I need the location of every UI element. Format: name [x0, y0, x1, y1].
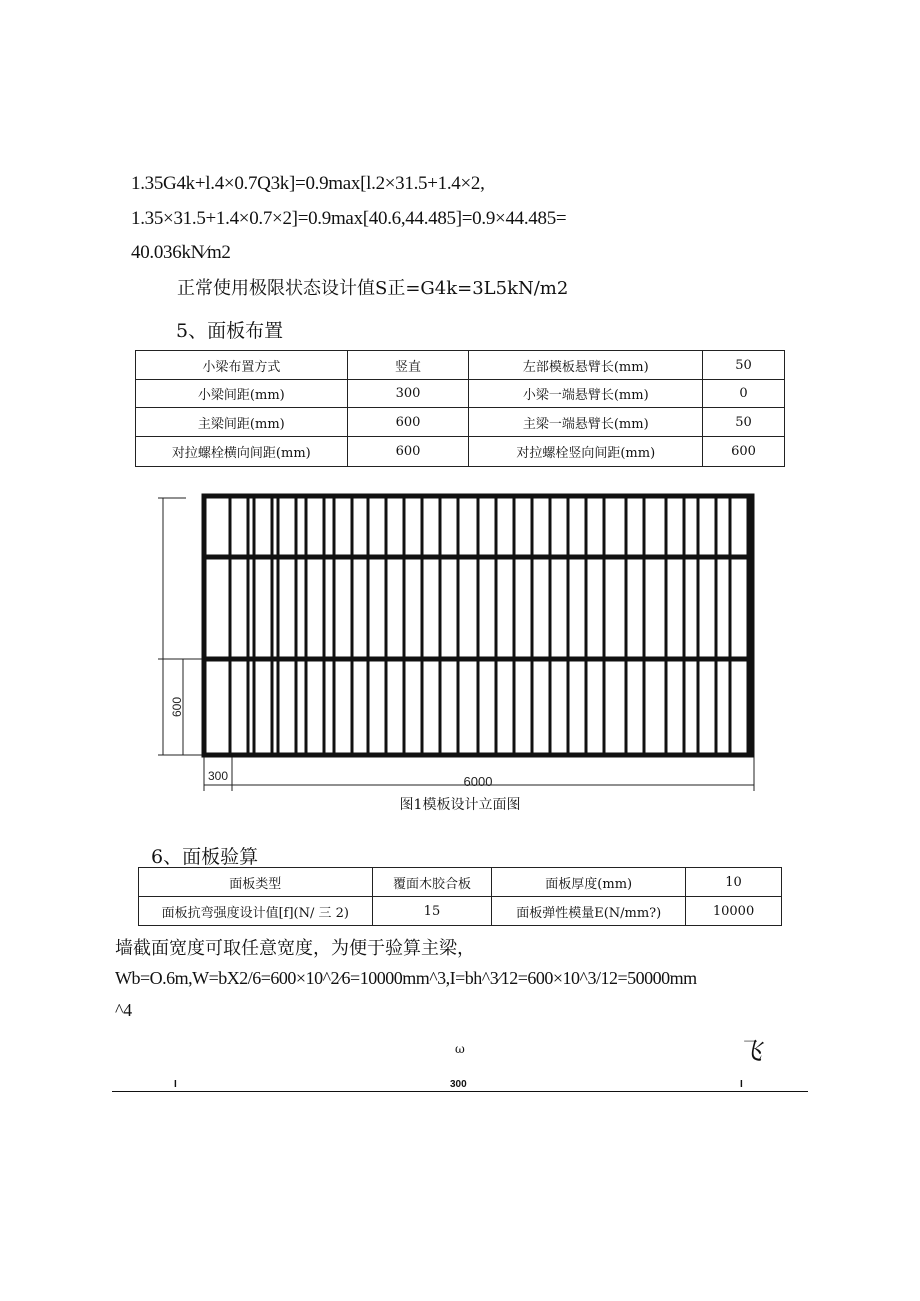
table-cell: 小梁一端悬臂长(mm) [469, 380, 703, 408]
baseline-rule [112, 1091, 808, 1092]
table-cell: 50 [703, 351, 785, 380]
table-cell: 主梁一端悬臂长(mm) [469, 408, 703, 437]
wb-formula-line-2: ^4 [115, 1000, 132, 1020]
table-cell: 覆面木胶合板 [372, 868, 492, 897]
table-cell: 对拉螺栓横向间距(mm) [136, 437, 348, 467]
tick-right: I [740, 1079, 743, 1090]
paragraph-width: 墙截面宽度可取任意宽度，为便于验算主梁， [115, 938, 475, 959]
table-cell: 竖直 [347, 351, 469, 380]
table-cell: 小梁布置方式 [136, 351, 348, 380]
table-row [136, 408, 785, 437]
table-row [136, 380, 785, 408]
table-cell: 左部模板悬臂长(mm) [469, 351, 703, 380]
wb-formula-line-1: Wb=O.6m,W=bX2/6=600×10^2∕6=10000mm^3,I=bh^3∕12=600×10^3/12=50000mm [115, 968, 697, 988]
fei-glyph: 飞 [738, 1037, 762, 1065]
table-row [139, 897, 782, 926]
section5-title: 5、面板布置 [176, 320, 284, 342]
formula-line-2: 1.35×31.5+1.4×0.7×2]=0.9max[40.6,44.485]=0.9×44.485= [131, 208, 567, 229]
table-row [139, 868, 782, 897]
table-cell: 对拉螺栓竖向间距(mm) [469, 437, 703, 467]
table-cell: 面板弹性模量E(N/mm?) [492, 897, 686, 926]
table-cell: 15 [372, 897, 492, 926]
dim-total-label: 6000 [463, 774, 493, 789]
table-cell: 300 [347, 380, 469, 408]
tick-left: I [174, 1079, 177, 1090]
table-cell: 小梁间距(mm) [136, 380, 348, 408]
table-row [136, 351, 785, 380]
span-label-300: 300 [450, 1079, 467, 1090]
normal-use-line: 正常使用极限状态设计值S正=G4k=3L5kN∕m2 [177, 278, 569, 299]
table-cell: 面板类型 [139, 868, 373, 897]
formula-line-1: 1.35G4k+l.4×0.7Q3k]=0.9max[l.2×31.5+1.4×2, [131, 173, 485, 194]
table-cell: 600 [347, 408, 469, 437]
table-cell: 主梁间距(mm) [136, 408, 348, 437]
table-cell: 600 [703, 437, 785, 467]
dim-small-label: 300 [207, 769, 229, 783]
section5-table [135, 350, 785, 467]
table-cell: 0 [703, 380, 785, 408]
table-cell: 面板抗弯强度设计值[f](N∕ 三 2) [139, 897, 373, 926]
formwork-elevation-drawing [150, 485, 770, 795]
section6-table [138, 867, 782, 926]
small-beams [230, 498, 748, 753]
omega-symbol: ω [455, 1042, 465, 1056]
formula-line-3: 40.036kN∕m2 [131, 242, 231, 263]
table-row [136, 437, 785, 467]
figure-caption: 图1模板设计立面图 [399, 797, 521, 813]
table-cell: 50 [703, 408, 785, 437]
table-cell: 面板厚度(mm) [492, 868, 686, 897]
table-cell: 600 [347, 437, 469, 467]
section6-title: 6、面板验算 [151, 846, 259, 868]
dim-vertical-label: 600 [170, 696, 184, 718]
table-cell: 10000 [686, 897, 782, 926]
table-cell: 10 [686, 868, 782, 897]
